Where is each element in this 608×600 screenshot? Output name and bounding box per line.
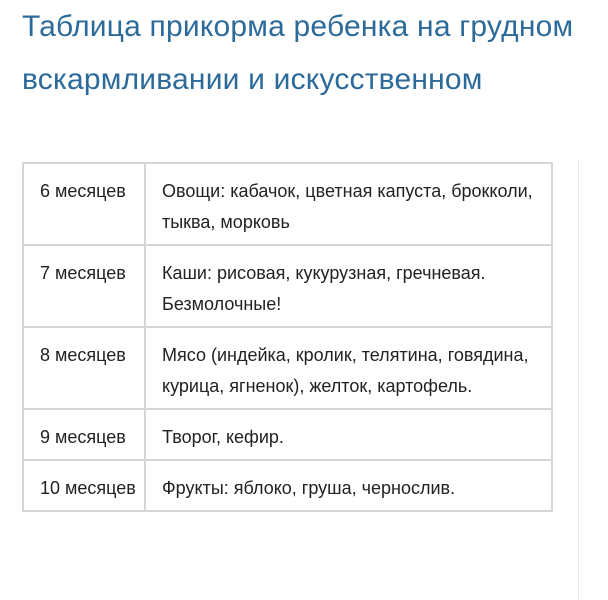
table-row	[23, 163, 552, 245]
food-cell: Фрукты: яблоко, груша, чернослив.	[145, 460, 552, 511]
food-cell: Каши: рисовая, кукурузная, гречневая. Безмолочные!	[145, 245, 552, 327]
table-row	[23, 327, 552, 409]
age-cell: 8 месяцев	[23, 327, 145, 409]
food-cell: Творог, кефир.	[145, 409, 552, 460]
page-title: Таблица прикорма ребенка на грудном вскармливании и искусственном	[22, 10, 574, 96]
table-row	[23, 245, 552, 327]
table-row	[23, 460, 552, 511]
age-cell: 9 месяцев	[23, 409, 145, 460]
feeding-schedule-table	[22, 162, 553, 512]
table-row	[23, 409, 552, 460]
age-cell: 10 месяцев	[23, 460, 145, 511]
age-cell: 6 месяцев	[23, 163, 145, 245]
content-divider	[578, 160, 579, 600]
age-cell: 7 месяцев	[23, 245, 145, 327]
food-cell: Мясо (индейка, кролик, телятина, говядина, курица, ягненок), желток, картофель.	[145, 327, 552, 409]
food-cell: Овощи: кабачок, цветная капуста, брокколи, тыква, морковь	[145, 163, 552, 245]
